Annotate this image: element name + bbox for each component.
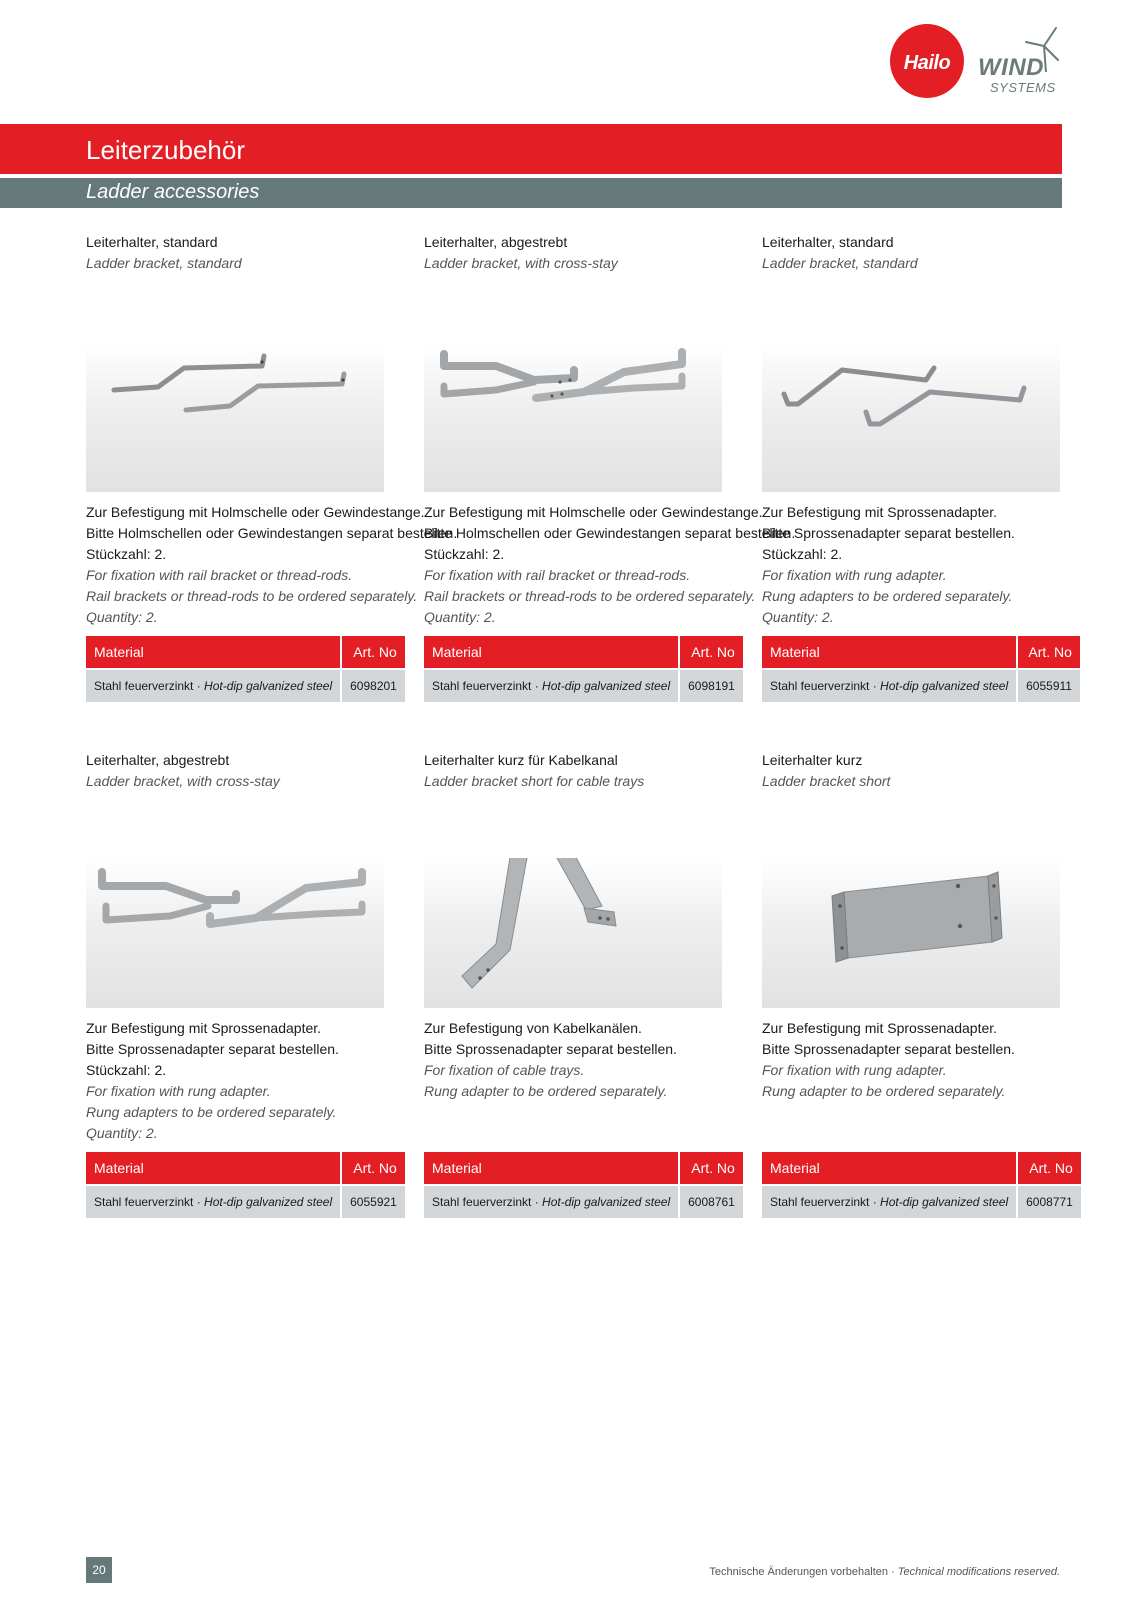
product-description xyxy=(762,502,1072,628)
table-header-row xyxy=(86,1152,405,1184)
artno-header: Art. No xyxy=(1016,1152,1081,1184)
description-line-en: Quantity: 2. xyxy=(762,609,834,625)
section-title-en: Ladder accessories xyxy=(86,181,260,203)
product-description xyxy=(762,1018,1072,1102)
table-row xyxy=(762,668,1080,702)
description-line-de: Bitte Sprossenadapter separat bestellen. xyxy=(424,1041,677,1057)
product-title-de: Leiterhalter, standard xyxy=(86,234,218,250)
wind-logo-text: WIND xyxy=(978,54,1044,81)
description-line-en: For fixation with rail bracket or thread-rods. xyxy=(424,567,691,583)
product-title-de: Leiterhalter, abgestrebt xyxy=(424,234,568,250)
product-title-en: Ladder bracket, standard xyxy=(762,255,918,271)
footer-note xyxy=(709,1566,1060,1578)
systems-logo-text: SYSTEMS xyxy=(990,80,1056,95)
product-image xyxy=(762,858,1060,1008)
product-card xyxy=(762,232,1072,702)
material-de: Stahl feuerverzinkt · xyxy=(432,679,543,693)
footer-note-de: Technische Änderungen vorbehalten · xyxy=(709,1566,898,1578)
product-image xyxy=(86,858,384,1008)
description-line-de: Stückzahl: 2. xyxy=(86,546,167,562)
table-row xyxy=(86,668,405,702)
article-table xyxy=(762,1152,1081,1218)
footer-note-en: Technical modifications reserved. xyxy=(897,1566,1060,1578)
material-cell xyxy=(762,668,1016,702)
material-cell xyxy=(424,668,678,702)
artno-header: Art. No xyxy=(678,636,743,668)
product-title-en: Ladder bracket, with cross-stay xyxy=(86,773,280,789)
cable-tray-bracket-icon xyxy=(424,858,722,1008)
description-line-de: Bitte Sprossenadapter separat bestellen. xyxy=(762,525,1015,541)
material-header: Material xyxy=(86,1152,340,1184)
artno-header: Art. No xyxy=(340,1152,405,1184)
short-bracket-icon xyxy=(762,858,1060,1008)
table-header-row xyxy=(86,636,405,668)
artno-cell: 6098191 xyxy=(678,668,743,702)
material-de: Stahl feuerverzinkt · xyxy=(94,679,205,693)
product-title-en: Ladder bracket, with cross-stay xyxy=(424,255,618,271)
section-title-band xyxy=(0,124,1062,174)
ladder-bracket-cross-stay-icon xyxy=(86,858,384,1008)
description-line-de: Zur Befestigung mit Holmschelle oder Gewindestange. xyxy=(86,504,425,520)
description-line-en: For fixation with rail bracket or thread-rods. xyxy=(86,567,353,583)
artno-header: Art. No xyxy=(1016,636,1080,668)
ladder-bracket-standard-icon xyxy=(86,342,384,492)
product-title-en: Ladder bracket short xyxy=(762,773,891,789)
description-line-de: Stückzahl: 2. xyxy=(424,546,505,562)
table-header-row xyxy=(424,1152,743,1184)
description-line-en: Rail brackets or thread-rods to be ordered separately. xyxy=(424,588,756,604)
article-table xyxy=(86,636,405,702)
product-description xyxy=(86,502,458,628)
product-description xyxy=(424,502,796,628)
material-en: Hot-dip galvanized steel xyxy=(880,1195,1009,1209)
hailo-logo-text: Hailo xyxy=(903,52,951,74)
artno-cell: 6055921 xyxy=(340,1184,405,1218)
table-header-row xyxy=(762,1152,1081,1184)
description-line-en: For fixation with rung adapter. xyxy=(86,1083,271,1099)
product-title-de: Leiterhalter, standard xyxy=(762,234,894,250)
table-header-row xyxy=(424,636,743,668)
material-en: Hot-dip galvanized steel xyxy=(204,679,333,693)
product-card xyxy=(762,750,1073,1220)
description-line-de: Zur Befestigung mit Holmschelle oder Gewindestange. xyxy=(424,504,763,520)
material-de: Stahl feuerverzinkt · xyxy=(432,1195,543,1209)
material-header: Material xyxy=(762,636,1016,668)
material-cell xyxy=(424,1184,678,1218)
article-table xyxy=(762,636,1080,702)
table-row xyxy=(424,1184,743,1218)
artno-header: Art. No xyxy=(340,636,405,668)
product-title-de: Leiterhalter kurz xyxy=(762,752,863,768)
material-de: Stahl feuerverzinkt · xyxy=(94,1195,205,1209)
description-line-en: Rail brackets or thread-rods to be ordered separately. xyxy=(86,588,418,604)
material-cell xyxy=(762,1184,1016,1218)
description-line-de: Bitte Holmschellen oder Gewindestangen separat bestellen. xyxy=(86,525,458,541)
artno-header: Art. No xyxy=(678,1152,743,1184)
section-subtitle-band xyxy=(0,178,1062,208)
material-de: Stahl feuerverzinkt · xyxy=(770,679,881,693)
artno-cell: 6008761 xyxy=(678,1184,743,1218)
description-line-en: For fixation with rung adapter. xyxy=(762,567,947,583)
description-line-de: Stückzahl: 2. xyxy=(86,1062,167,1078)
description-line-en: For fixation of cable trays. xyxy=(424,1062,585,1078)
article-table xyxy=(424,1152,743,1218)
product-image xyxy=(424,858,722,1008)
product-title-en: Ladder bracket short for cable trays xyxy=(424,773,645,789)
product-description xyxy=(424,1018,734,1102)
product-image xyxy=(762,342,1060,492)
description-line-de: Zur Befestigung mit Sprossenadapter. xyxy=(762,504,998,520)
table-row xyxy=(762,1184,1081,1218)
material-en: Hot-dip galvanized steel xyxy=(880,679,1009,693)
page-number: 20 xyxy=(86,1557,112,1583)
material-en: Hot-dip galvanized steel xyxy=(542,1195,671,1209)
description-line-en: Quantity: 2. xyxy=(86,609,158,625)
product-card xyxy=(424,750,735,1220)
description-line-de: Bitte Holmschellen oder Gewindestangen separat bestellen. xyxy=(424,525,796,541)
artno-cell: 6055911 xyxy=(1016,668,1080,702)
artno-cell: 6008771 xyxy=(1016,1184,1081,1218)
description-line-en: Rung adapters to be ordered separately. xyxy=(86,1104,337,1120)
description-line-de: Stückzahl: 2. xyxy=(762,546,843,562)
material-de: Stahl feuerverzinkt · xyxy=(770,1195,881,1209)
artno-cell: 6098201 xyxy=(340,668,405,702)
description-line-de: Zur Befestigung mit Sprossenadapter. xyxy=(762,1020,998,1036)
product-card xyxy=(86,750,397,1220)
description-line-en: Rung adapter to be ordered separately. xyxy=(762,1083,1006,1099)
material-header: Material xyxy=(424,1152,678,1184)
description-line-de: Zur Befestigung mit Sprossenadapter. xyxy=(86,1020,322,1036)
description-line-en: Rung adapters to be ordered separately. xyxy=(762,588,1013,604)
product-title-de: Leiterhalter kurz für Kabelkanal xyxy=(424,752,618,768)
product-description xyxy=(86,1018,396,1144)
section-title-de: Leiterzubehör xyxy=(86,135,245,165)
product-title-de: Leiterhalter, abgestrebt xyxy=(86,752,230,768)
brand-logo xyxy=(890,24,1090,106)
article-table xyxy=(86,1152,405,1218)
description-line-en: Quantity: 2. xyxy=(424,609,496,625)
material-cell xyxy=(86,668,340,702)
table-row xyxy=(424,668,743,702)
ladder-bracket-standard-icon xyxy=(762,342,1060,492)
material-header: Material xyxy=(762,1152,1016,1184)
description-line-en: For fixation with rung adapter. xyxy=(762,1062,947,1078)
description-line-de: Bitte Sprossenadapter separat bestellen. xyxy=(86,1041,339,1057)
material-cell xyxy=(86,1184,340,1218)
description-line-en: Quantity: 2. xyxy=(86,1125,158,1141)
product-title-en: Ladder bracket, standard xyxy=(86,255,242,271)
table-header-row xyxy=(762,636,1080,668)
material-en: Hot-dip galvanized steel xyxy=(542,679,671,693)
article-table xyxy=(424,636,743,702)
description-line-de: Bitte Sprossenadapter separat bestellen. xyxy=(762,1041,1015,1057)
ladder-bracket-cross-stay-icon xyxy=(424,342,722,492)
material-header: Material xyxy=(424,636,678,668)
description-line-en: Rung adapter to be ordered separately. xyxy=(424,1083,668,1099)
product-image xyxy=(86,342,384,492)
material-header: Material xyxy=(86,636,340,668)
description-line-de: Zur Befestigung von Kabelkanälen. xyxy=(424,1020,642,1036)
product-card xyxy=(86,232,458,702)
product-card xyxy=(424,232,796,702)
table-row xyxy=(86,1184,405,1218)
material-en: Hot-dip galvanized steel xyxy=(204,1195,333,1209)
product-image xyxy=(424,342,722,492)
